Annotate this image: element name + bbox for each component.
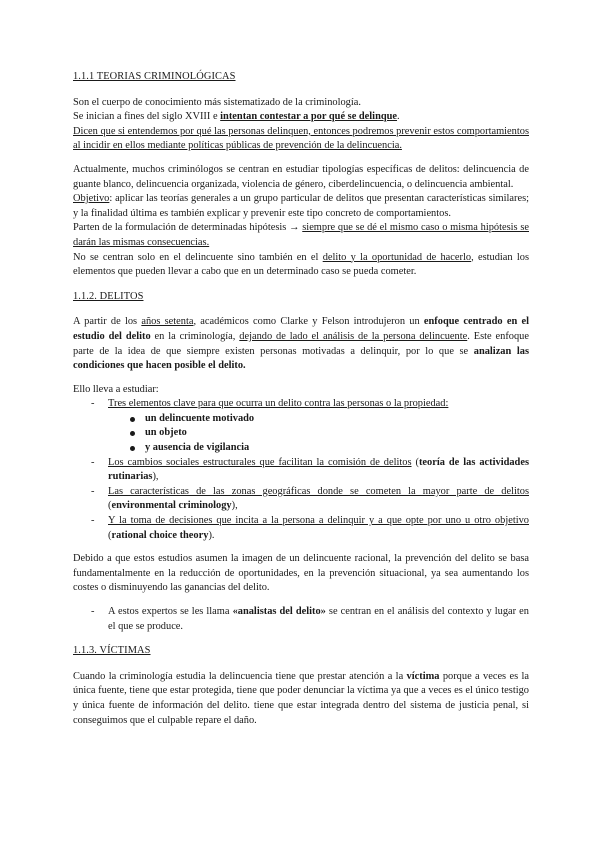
paragraph xyxy=(73,110,529,125)
text: , académicos como Clarke y Felson introdujeron un xyxy=(193,316,424,328)
bullet-dot-icon xyxy=(130,446,135,451)
underlined-text: años setenta xyxy=(141,316,194,328)
underlined-text: Y la toma de decisiones que incita a la persona a delinquir y a que opte por uno u otro objetivo xyxy=(108,515,529,527)
bold-text: enfoque centrado en el estudio del delito xyxy=(73,316,529,342)
section-heading-delitos: 1.1.2. DELITOS xyxy=(73,290,144,302)
text: se centran en el análisis del contexto y lugar en el que se produce. xyxy=(108,606,529,632)
experts-list xyxy=(73,605,529,634)
text: un delincuente motivado xyxy=(145,412,255,424)
bold-text: teoría de las actividades rutinarias xyxy=(108,456,529,483)
dash-bullet: - xyxy=(91,456,95,468)
text: . Este enfoque parte de la idea de que siempre existen personas motivadas a delinquir, por lo que se xyxy=(73,330,529,357)
underlined-text: Tres elementos clave para que ocurra un delito contra las personas o la propiedad: xyxy=(108,398,449,410)
section-heading-victimas: 1.1.3. VÍCTIMAS xyxy=(73,645,151,657)
text: , estudian los elementos que pueden llevar a cabo que en un determinado caso se pueda cometer. xyxy=(73,251,529,278)
paragraph xyxy=(73,315,529,373)
bullet-dot-icon xyxy=(130,431,135,436)
emphasis-text: intentan contestar a por qué se delinque xyxy=(220,111,398,123)
text: ( xyxy=(108,529,112,541)
text: A estos expertos se les llama xyxy=(108,606,233,617)
text: ( xyxy=(411,456,419,468)
bold-text: rational choice theory xyxy=(111,529,209,541)
text: No se centran solo en el delincuente sino también en el xyxy=(73,251,323,263)
paragraph xyxy=(73,221,529,250)
text: porque a veces es la única fuente, tiene que estar protegida, tiene que poder denunciar la víctima ya que a veces es el único testigo y única fuente de información del delito. tiene que estar integrada dentro del sistema de justicia penal, si conseguimos que el culpable repare el daño. xyxy=(73,670,529,726)
list-item xyxy=(73,456,529,485)
dash-bullet: - xyxy=(91,606,95,617)
paragraph: Actualmente, muchos criminólogos se centran en estudiar tipologías específicas de delitos: delincuencia de guante blanco, delincuencia organizada, violencia de género, ciberdelincuencia, o delincuencia ambiental. xyxy=(73,163,529,190)
bold-text: víctima xyxy=(406,670,440,682)
text: y ausencia de vigilancia xyxy=(145,442,250,454)
study-list xyxy=(73,397,529,543)
text: en la criminología, xyxy=(150,330,240,342)
text: Se inician a fines del siglo XVIII e xyxy=(73,111,221,123)
text: : aplicar las teorías generales a un grupo particular de delitos que presentan características similares; y la finalidad última es también explicar y prevenir este tipo concreto de comportamientos. xyxy=(73,193,529,219)
dash-bullet: - xyxy=(91,515,95,527)
sub-list-item xyxy=(108,412,529,427)
bullet-dot-icon xyxy=(130,417,135,422)
text: ). xyxy=(208,529,215,541)
underlined-text: Las características de las zonas geográficas donde se cometen la mayor parte de delitos xyxy=(108,485,529,497)
label-objetivo: Objetivo xyxy=(73,193,110,205)
text: . xyxy=(397,111,400,123)
text: Parten de la formulación de determinadas hipótesis → xyxy=(73,222,303,234)
paragraph xyxy=(73,251,529,280)
paragraph: Debido a que estos estudios asumen la imagen de un delincuente racional, la prevención del delito se basa fundamentalmente en la reducción de oportunidades, en la prevención situacional, ya sea aumentando los costes o disminuyendo las ganancias del delito. xyxy=(73,553,529,594)
sub-list-item xyxy=(108,441,529,456)
text: A partir de los xyxy=(73,316,142,328)
list-item xyxy=(73,605,529,634)
list-item xyxy=(73,485,529,514)
dash-bullet: - xyxy=(91,398,95,410)
list-item xyxy=(73,397,529,455)
paragraph xyxy=(73,192,529,221)
text: ), xyxy=(231,500,238,512)
text: Cuando la criminología estudia la delincuencia tiene que prestar atención a la xyxy=(73,670,407,682)
dash-bullet: - xyxy=(91,485,95,497)
underlined-text: siempre que se dé el mismo caso o misma hipótesis se darán las mismas consecuencias. xyxy=(73,222,529,248)
text: un objeto xyxy=(145,427,187,439)
bold-text: analizan las condiciones que hacen posible el delito. xyxy=(73,345,529,372)
sub-list-item xyxy=(108,426,529,441)
paragraph: Son el cuerpo de conocimiento más sistematizado de la criminología. xyxy=(73,96,361,108)
bold-text: «analistas del delito» xyxy=(232,606,326,617)
bold-text: environmental criminology xyxy=(111,500,232,512)
underlined-text: dejando de lado el análisis de la persona delincuente xyxy=(239,330,468,342)
paragraph: Dicen que si entendemos por qué las personas delinquen, entonces podremos prevenir estos comportamientos al incidir en ellos mediante políticas públicas de prevención de la delincuencia. xyxy=(73,125,529,152)
underlined-text: delito y la oportunidad de hacerlo xyxy=(322,251,472,263)
section-heading-teorias: 1.1.1 TEORIAS CRIMINOLÓGICAS xyxy=(73,71,236,82)
list-item xyxy=(73,514,529,543)
text: ( xyxy=(108,500,112,512)
paragraph xyxy=(73,670,529,728)
document-body xyxy=(73,70,529,728)
sub-list xyxy=(108,412,529,456)
text: ), xyxy=(152,471,159,483)
paragraph: Ello lleva a estudiar: xyxy=(73,383,159,395)
underlined-text: Los cambios sociales estructurales que facilitan la comisión de delitos xyxy=(108,456,412,468)
